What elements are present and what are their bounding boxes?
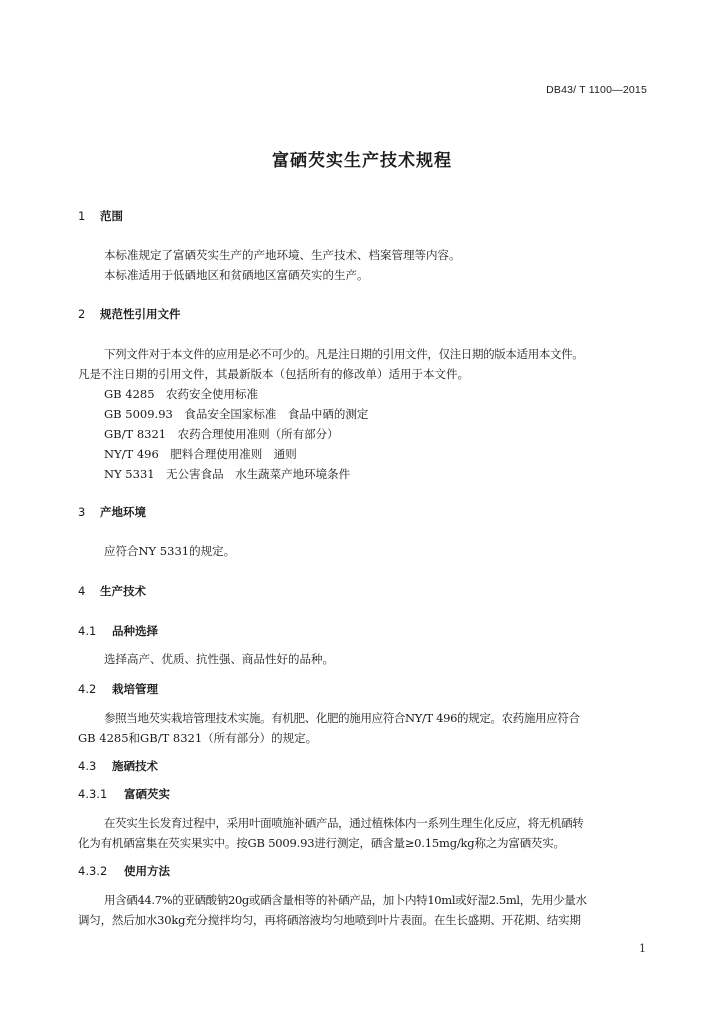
section-title: 产地环境 [100, 505, 147, 519]
section-title: 使用方法 [124, 864, 171, 878]
page-number: 1 [639, 942, 646, 955]
section-title: 富硒芡实 [124, 787, 171, 801]
section-number: 4.3.1 [78, 787, 108, 801]
section-number: 4.3 [78, 759, 97, 773]
section-number: 4.3.2 [78, 864, 108, 878]
reference-item: NY 5331 无公害食品 水生蔬菜产地环境条件 [104, 467, 351, 481]
section-3-paragraph: 应符合NY 5331的规定。 [104, 544, 236, 558]
section-title: 施硒技术 [112, 759, 159, 773]
section-title: 规范性引用文件 [100, 307, 181, 321]
reference-item: GB/T 8321 农药合理使用准则（所有部分） [104, 427, 339, 441]
section-title: 品种选择 [112, 624, 159, 638]
document-number: DB43/ T 1100—2015 [546, 84, 647, 96]
section-title: 生产技术 [100, 584, 147, 598]
section-1-paragraph-1: 本标准规定了富硒芡实生产的产地环境、生产技术、档案管理等内容。 [104, 248, 461, 262]
section-4-3-1-line-2: 化为有机硒富集在芡实果实中。按GB 5009.93进行测定，硒含量≥0.15mg/kg称之为富硒芡实。 [78, 836, 565, 850]
section-4-1-heading [78, 623, 158, 639]
section-number: 1 [78, 209, 86, 223]
section-4-3-2-line-1: 用含硒44.7%的亚硒酸钠20g或硒含量相等的补硒产品，加卜内特10ml或好湿2.5ml，先用少量水 [104, 893, 587, 907]
section-4-heading [78, 583, 146, 599]
section-4-3-2-line-2: 调匀，然后加水30kg充分搅拌均匀，再将硒溶液均匀地喷到叶片表面。在生长盛期、开花期、结实期 [78, 913, 581, 927]
section-title: 范围 [100, 209, 124, 223]
section-4-3-2-heading [78, 863, 170, 879]
section-4-3-1-line-1: 在芡实生长发育过程中，采用叶面喷施补硒产品，通过植株体内一系列生理生化反应，将无机硒转 [104, 816, 584, 830]
section-number: 4 [78, 584, 86, 598]
section-number: 4.1 [78, 624, 97, 638]
section-2-intro-line-2: 凡是不注日期的引用文件，其最新版本（包括所有的修改单）适用于本文件。 [78, 367, 469, 381]
section-4-3-1-heading [78, 786, 170, 802]
section-title: 栽培管理 [112, 682, 159, 696]
section-4-2-line-1: 参照当地芡实栽培管理技术实施。有机肥、化肥的施用应符合NY/T 496的规定。农药施用应符合 [104, 711, 580, 725]
section-3-heading [78, 504, 146, 520]
section-1-heading [78, 208, 123, 224]
reference-item: GB 5009.93 食品安全国家标准 食品中硒的测定 [104, 407, 369, 421]
section-4-1-paragraph: 选择高产、优质、抗性强、商品性好的品种。 [104, 652, 334, 666]
section-4-2-line-2: GB 4285和GB/T 8321（所有部分）的规定。 [78, 731, 318, 745]
reference-item: GB 4285 农药安全使用标准 [104, 387, 259, 401]
section-2-heading [78, 306, 181, 322]
section-number: 3 [78, 505, 86, 519]
section-4-2-heading [78, 681, 158, 697]
section-4-3-heading [78, 758, 158, 774]
section-number: 2 [78, 307, 86, 321]
section-number: 4.2 [78, 682, 97, 696]
section-2-intro-line-1: 下列文件对于本文件的应用是必不可少的。凡是注日期的引用文件，仅注日期的版本适用本文件。 [104, 347, 584, 361]
page-title: 富硒芡实生产技术规程 [272, 151, 452, 171]
reference-item: NY/T 496 肥料合理使用准则 通则 [104, 447, 297, 461]
section-1-paragraph-2: 本标准适用于低硒地区和贫硒地区富硒芡实的生产。 [104, 268, 369, 282]
